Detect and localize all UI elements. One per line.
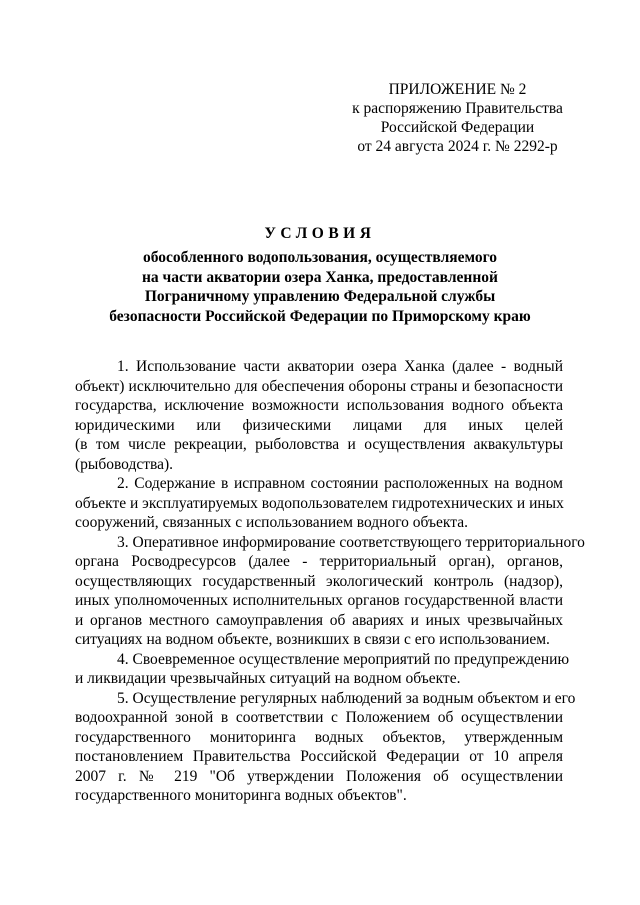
text-line: государственного мониторинга водных объектов, утвержденным bbox=[75, 728, 563, 746]
text-line: 5. Осуществление регулярных наблюдений за водным объектом и его bbox=[117, 689, 576, 707]
text-line: государственного мониторинга водных объектов". bbox=[75, 787, 407, 804]
text-line: объект) исключительно для обеспечения обороны страны и безопасности bbox=[75, 377, 563, 395]
document-subtitle bbox=[70, 248, 570, 326]
appendix-header bbox=[340, 80, 575, 156]
subtitle-line: на части акватории озера Ханка, предоставленной bbox=[142, 268, 498, 286]
text-line: 1. Использование части акватории озера Ханка (далее - водный bbox=[117, 358, 563, 375]
text-line: осуществляющих государственный экологический контроль (надзор), bbox=[75, 572, 563, 590]
text-line: 2007 г. № 219 "Об утверждении Положения об осуществлении bbox=[75, 767, 563, 785]
text-line: объекте и эксплуатируемых водопользователем гидротехнических и иных bbox=[75, 494, 564, 512]
paragraph-2 bbox=[75, 474, 563, 533]
text-line: органа Росводресурсов (далее - территориальный орган), органов, bbox=[75, 553, 563, 570]
text-line: 3. Оперативное информирование соответствующего территориального bbox=[117, 533, 585, 551]
text-line: (рыбоводства). bbox=[75, 455, 174, 473]
paragraph-5 bbox=[75, 689, 576, 806]
text-line: 2. Содержание в исправном состоянии расположенных на водном bbox=[117, 475, 563, 492]
appendix-authority: Российской Федерации bbox=[380, 119, 535, 136]
subtitle-line: обособленного водопользования, осуществляемого bbox=[142, 249, 498, 266]
paragraph-3 bbox=[75, 533, 585, 650]
appendix-date: от 24 августа 2024 г. № 2292-р bbox=[357, 138, 558, 155]
text-line: юридическими или физическими лицами для иных целей bbox=[75, 416, 563, 434]
subtitle-line: Пограничному управлению Федеральной службы bbox=[144, 288, 496, 305]
appendix-order-ref: к распоряжению Правительства bbox=[352, 100, 563, 117]
text-line: иных уполномоченных исполнительных органов государственной власти bbox=[75, 592, 563, 609]
text-line: водоохранной зоной в соответствии с Положением об осуществлении bbox=[75, 709, 563, 726]
text-line: 4. Своевременное осуществление мероприятий по предупреждению bbox=[117, 650, 570, 668]
document-body bbox=[75, 357, 585, 806]
text-line: постановлением Правительства Российской Федерации от 10 апреля bbox=[75, 748, 563, 765]
appendix-number: ПРИЛОЖЕНИЕ № 2 bbox=[388, 81, 527, 98]
document-title: УСЛОВИЯ bbox=[264, 225, 376, 242]
text-line: государства, исключение возможности использования водного объекта bbox=[75, 397, 563, 414]
paragraph-1 bbox=[75, 357, 563, 474]
text-line: (в том числе рекреации, рыболовства и осуществления аквакультуры bbox=[75, 436, 563, 453]
text-line: и ликвидации чрезвычайных ситуаций на водном объекте. bbox=[75, 670, 461, 687]
text-line: ситуациях на водном объекте, возникших в связи с его использованием. bbox=[75, 631, 550, 648]
text-line: сооружений, связанных с использованием водного объекта. bbox=[75, 514, 468, 531]
text-line: и органов местного самоуправления об авариях и иных чрезвычайных bbox=[75, 611, 563, 629]
subtitle-line: безопасности Российской Федерации по Приморскому краю bbox=[109, 307, 531, 325]
paragraph-4 bbox=[75, 650, 570, 689]
